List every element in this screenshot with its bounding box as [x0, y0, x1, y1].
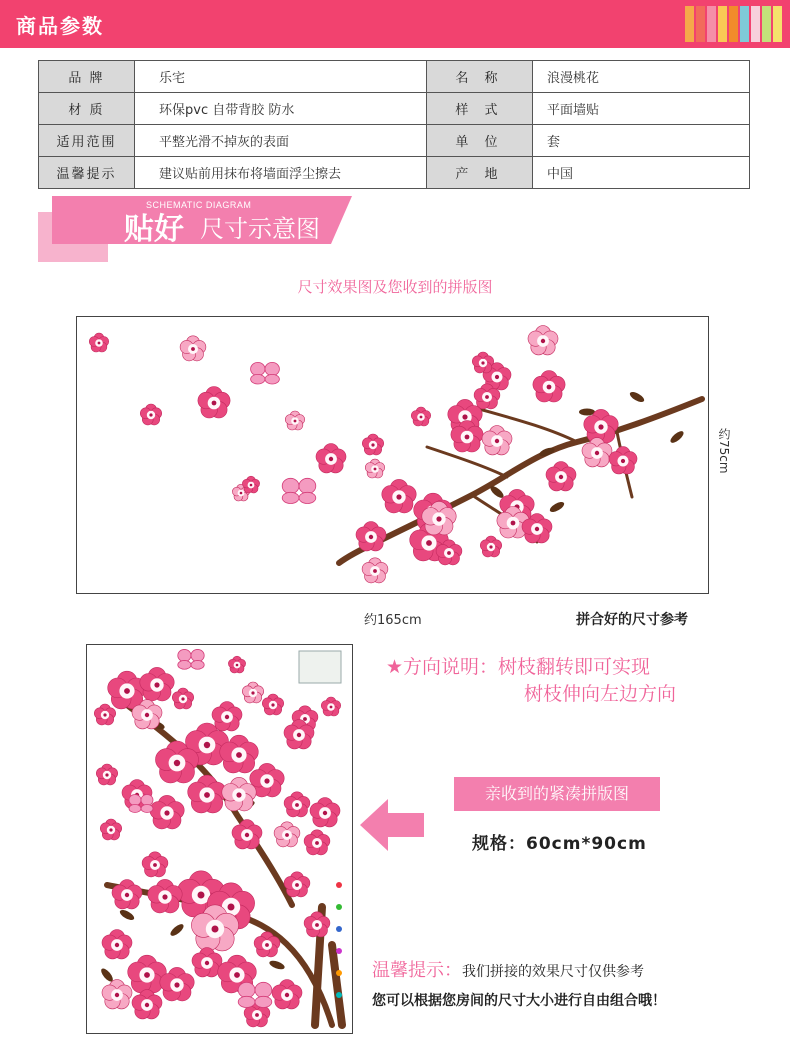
param-key: 适用范围 [39, 125, 135, 157]
blossom-icon [232, 820, 262, 849]
blossom-icon [148, 879, 182, 913]
butterfly-icon [238, 982, 272, 1007]
blossom-icon [362, 434, 383, 455]
blossom-icon [321, 697, 340, 716]
leaf-icon [268, 959, 285, 971]
butterfly-icon [178, 649, 204, 669]
param-value: 建议贴前用抹布将墙面浮尘擦去 [135, 157, 427, 189]
params-row [39, 61, 750, 93]
params-row [39, 157, 750, 189]
blossom-icon [304, 912, 330, 937]
blossom-icon [482, 426, 512, 455]
param-key: 单 位 [427, 125, 533, 157]
color-stripe [773, 6, 782, 42]
blossom-icon [100, 819, 121, 840]
param-key: 产 地 [427, 157, 533, 189]
height-dimension: 约75cm [717, 428, 731, 474]
schematic-banner [38, 196, 356, 264]
color-stripe [707, 6, 716, 42]
section-title: 商品参数 [16, 14, 104, 38]
blossom-branch-image [77, 317, 708, 593]
param-value: 平整光滑不掉灰的表面 [135, 125, 427, 157]
blossom-icon [128, 955, 167, 993]
blossom-icon [102, 980, 132, 1009]
color-stripe [740, 6, 749, 42]
blossom-icon [609, 447, 637, 474]
param-value: 中国 [533, 157, 750, 189]
blossom-icon [142, 852, 168, 877]
leaf-icon [118, 908, 135, 922]
blossom-icon [198, 387, 230, 419]
blossom-icon [272, 980, 302, 1009]
blossom-icon [533, 371, 565, 403]
blossom-icon [472, 352, 493, 373]
color-stripe [718, 6, 727, 42]
composite-preview [76, 316, 709, 594]
leaf-icon [628, 390, 645, 404]
param-value: 平面墙贴 [533, 93, 750, 125]
color-stripe [762, 6, 771, 42]
banner-english: SCHEMATIC DIAGRAM [146, 200, 252, 210]
blossom-icon [172, 688, 193, 709]
blossom-icon [228, 656, 245, 673]
blossom-icon [310, 798, 340, 827]
direction-note-line2: 树枝伸向左边方向 [524, 683, 677, 705]
blossom-icon [284, 872, 310, 897]
size-reference-label: 拼合好的尺寸参考 [576, 612, 688, 628]
arrow-left-icon [360, 797, 424, 853]
dot-marker [336, 970, 342, 976]
param-key: 名 称 [427, 61, 533, 93]
banner-big-text: 贴好 [124, 212, 184, 247]
compact-layout-label: 亲收到的紧凑拼版图 [454, 777, 660, 811]
param-value: 套 [533, 125, 750, 157]
dot-marker [336, 992, 342, 998]
blossom-icon [96, 764, 117, 785]
thumbnail-icon [299, 651, 341, 683]
blossom-icon [362, 558, 388, 583]
compact-sheet-preview [86, 644, 353, 1034]
blossom-icon [382, 479, 416, 513]
blossom-icon [140, 404, 161, 425]
blossom-icon [242, 682, 263, 703]
blossom-icon [284, 792, 310, 817]
color-stripe [696, 6, 705, 42]
param-key: 材 质 [39, 93, 135, 125]
param-value: 环保pvc 自带背胶 防水 [135, 93, 427, 125]
diagram-caption: 尺寸效果图及您收到的拼版图 [297, 278, 493, 296]
param-value: 乐宅 [135, 61, 427, 93]
params-row [39, 125, 750, 157]
color-stripe [729, 6, 738, 42]
blossom-icon [285, 411, 304, 430]
param-key: 品 牌 [39, 61, 135, 93]
banner-small-text: 尺寸示意图 [200, 215, 320, 243]
dot-marker [336, 948, 342, 954]
color-stripe [685, 6, 694, 42]
leaf-icon [579, 409, 595, 416]
dot-marker [336, 904, 342, 910]
leaf-icon [169, 922, 186, 938]
blossom-icon [89, 333, 108, 352]
tip-line1 [372, 956, 644, 982]
leaf-icon [548, 500, 565, 514]
blossom-icon [411, 407, 430, 426]
param-key: 温馨提示 [39, 157, 135, 189]
sticker-sheet-image [87, 645, 352, 1033]
blossom-icon [480, 536, 501, 557]
section-header [0, 0, 790, 48]
blossom-icon [94, 704, 115, 725]
blossom-icon [140, 667, 174, 701]
blossom-icon [132, 990, 162, 1019]
color-stripes [685, 6, 782, 42]
butterfly-icon [251, 362, 280, 384]
direction-note-line1: ★方向说明：树枝翻转即可实现 [386, 656, 651, 678]
blossom-icon [180, 336, 206, 361]
dot-marker [336, 926, 342, 932]
blossom-icon [274, 822, 300, 847]
blossom-icon [242, 476, 259, 493]
color-stripe [751, 6, 760, 42]
blossom-icon [365, 459, 384, 478]
param-value: 浪漫桃花 [533, 61, 750, 93]
blossom-icon [546, 462, 576, 491]
tip-label: 温馨提示： [372, 960, 462, 981]
leaf-icon [669, 429, 686, 445]
dot-marker [336, 882, 342, 888]
params-table [38, 60, 750, 189]
spec-label: 规格：60cm*90cm [472, 834, 647, 854]
blossom-icon [262, 694, 283, 715]
tip-text: 我们拼接的效果尺寸仅供参考 [462, 964, 644, 980]
params-row [39, 93, 750, 125]
blossom-icon [212, 702, 242, 731]
blossom-icon [356, 522, 386, 551]
blossom-icon [304, 830, 330, 855]
blossom-icon [102, 930, 132, 959]
butterfly-icon [282, 478, 316, 503]
blossom-icon [150, 795, 184, 829]
param-key: 样 式 [427, 93, 533, 125]
blossom-icon [528, 326, 558, 355]
width-dimension: 约165cm [364, 613, 422, 628]
tip-line2: 您可以根据您房间的尺寸大小进行自由组合哦！ [372, 993, 666, 1009]
blossom-icon [188, 775, 227, 813]
blossom-icon [316, 444, 346, 473]
